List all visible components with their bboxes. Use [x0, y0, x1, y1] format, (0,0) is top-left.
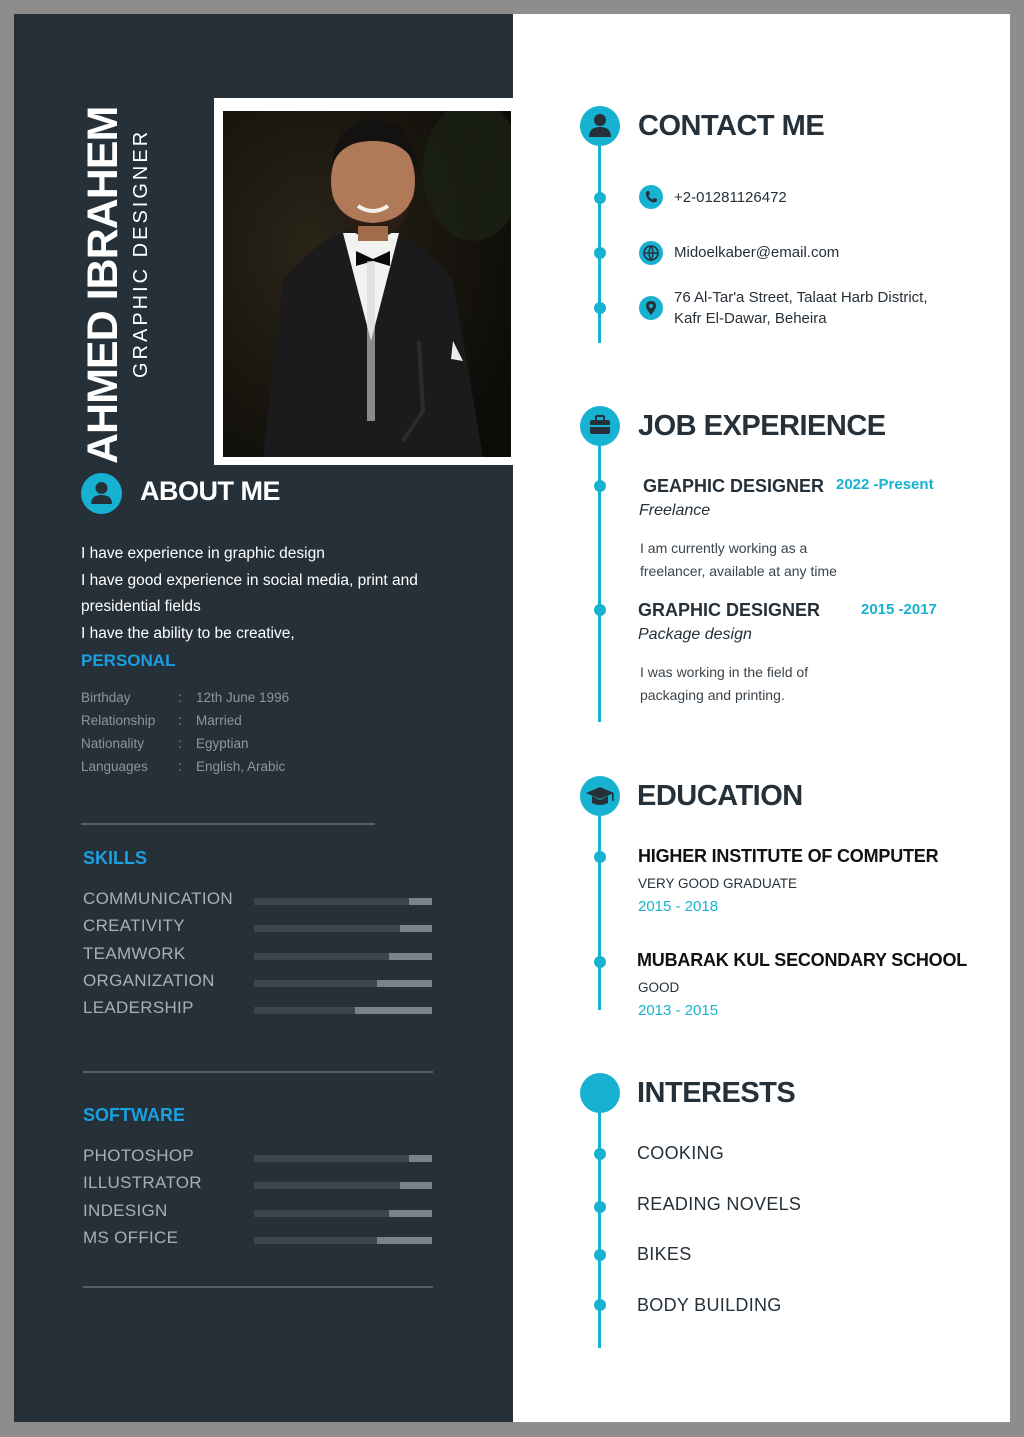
timeline-dot	[594, 604, 606, 616]
software-label: MS OFFICE	[83, 1227, 179, 1247]
skills-label: LEADERSHIP	[83, 998, 194, 1018]
personal-sep: :	[178, 713, 182, 728]
personal-value: English, Arabic	[196, 759, 286, 774]
phone-icon	[639, 185, 663, 209]
personal-row-languages	[81, 759, 411, 782]
software-level-remainder	[377, 1237, 432, 1244]
job-date: 2015 -2017	[861, 601, 937, 618]
interest-item: BIKES	[637, 1244, 692, 1264]
job-description	[640, 537, 900, 582]
personal-row-nationality	[81, 736, 411, 759]
user-icon	[81, 473, 122, 514]
skills-row	[83, 916, 435, 943]
interest-item: COOKING	[637, 1143, 725, 1163]
software-level-bar	[254, 1210, 432, 1217]
software-level-remainder	[389, 1210, 432, 1217]
skills-level-bar	[254, 1007, 432, 1014]
about-heading: ABOUT ME	[140, 476, 280, 506]
timeline-dot	[594, 480, 606, 492]
education-grade: VERY GOOD GRADUATE	[638, 876, 798, 891]
interests-heading: INTERESTS	[637, 1077, 796, 1109]
education-school: MUBARAK KUL SECONDARY SCHOOL	[637, 950, 968, 970]
skills-level-bar	[254, 898, 432, 905]
skills-row	[83, 944, 435, 971]
personal-value: Egyptian	[196, 736, 249, 751]
skills-heading: SKILLS	[83, 848, 148, 868]
skills-level-bar	[254, 925, 432, 932]
personal-value: Married	[196, 713, 242, 728]
briefcase-icon	[580, 406, 620, 446]
timeline-education	[598, 810, 601, 1010]
user-icon	[580, 106, 620, 146]
timeline-interests	[598, 1108, 601, 1348]
education-grade: GOOD	[638, 980, 680, 995]
software-level-remainder	[409, 1155, 432, 1162]
job-desc-line: packaging and printing.	[640, 686, 785, 703]
skills-label: COMMUNICATION	[83, 889, 233, 908]
address-line: 76 Al-Tar'a Street, Talaat Harb District,	[674, 289, 928, 306]
timeline-dot	[594, 956, 606, 968]
skills-label: CREATIVITY	[83, 916, 185, 936]
education-years: 2015 - 2018	[638, 898, 719, 915]
personal-label: Languages	[81, 759, 148, 774]
education-heading: EDUCATION	[637, 780, 803, 812]
job-desc-line: I am currently working as a	[640, 540, 808, 556]
interest-item: READING NOVELS	[637, 1194, 802, 1214]
software-level-remainder	[400, 1182, 432, 1189]
timeline-dot	[594, 1201, 606, 1213]
contact-address	[674, 287, 928, 329]
job-desc-line: I was working in the field of	[640, 664, 809, 680]
job-description	[640, 661, 900, 706]
timeline-dot	[594, 247, 606, 259]
job-title: GEAPHIC DESIGNER	[643, 476, 825, 496]
job-desc-line: freelancer, available at any time	[640, 562, 837, 579]
graduation-cap-icon	[580, 776, 620, 816]
profile-photo	[223, 111, 511, 457]
timeline-dot	[594, 1299, 606, 1311]
skills-level-remainder	[400, 925, 432, 932]
skills-row	[83, 998, 435, 1025]
skills-level-bar	[254, 953, 432, 960]
location-pin-icon	[639, 296, 663, 320]
divider	[81, 823, 375, 825]
contact-phone: +2-01281126472	[674, 189, 787, 206]
address-line: Kafr El-Dawar, Beheira	[674, 310, 827, 327]
software-row	[83, 1146, 435, 1173]
experience-heading: JOB EXPERIENCE	[638, 410, 886, 442]
skills-level-bar	[254, 980, 432, 987]
software-heading: SOFTWARE	[83, 1105, 185, 1125]
globe-icon	[639, 241, 663, 265]
divider	[83, 1286, 433, 1288]
personal-value: 12th June 1996	[196, 690, 290, 705]
software-row	[83, 1201, 435, 1228]
contact-email: Midoelkaber@email.com	[674, 244, 840, 261]
about-line: I have the ability to be creative,	[81, 624, 295, 642]
contact-heading: CONTACT ME	[638, 110, 825, 142]
skills-label: TEAMWORK	[83, 943, 186, 963]
timeline-dot	[594, 192, 606, 204]
interests-icon	[580, 1073, 620, 1113]
software-row	[83, 1173, 435, 1200]
skills-level-remainder	[355, 1007, 432, 1014]
personal-row-relationship	[81, 713, 411, 736]
software-label: PHOTOSHOP	[83, 1146, 195, 1165]
job-company: Package design	[638, 626, 752, 643]
job-date: 2022 -Present	[836, 476, 934, 493]
skills-level-remainder	[389, 953, 432, 960]
about-line: presidential fields	[81, 598, 201, 615]
software-label: INDESIGN	[83, 1200, 168, 1220]
education-years: 2013 - 2015	[638, 1002, 719, 1019]
timeline-dot	[594, 302, 606, 314]
personal-row-birthday	[81, 690, 411, 713]
skills-level-remainder	[409, 898, 432, 905]
personal-sep: :	[178, 736, 182, 751]
personal-label: Relationship	[81, 713, 156, 728]
software-level-bar	[254, 1155, 432, 1162]
about-line: I have experience in graphic design	[81, 545, 325, 562]
software-label: ILLUSTRATOR	[83, 1173, 202, 1193]
personal-sep: :	[178, 690, 182, 705]
interest-item: BODY BUILDING	[637, 1295, 782, 1315]
personal-label: Nationality	[81, 736, 145, 751]
timeline-dot	[594, 851, 606, 863]
job-company: Freelance	[639, 502, 711, 519]
about-line: I have good experience in social media, print and	[81, 571, 418, 589]
divider	[83, 1071, 433, 1073]
timeline-dot	[594, 1148, 606, 1160]
skills-level-remainder	[377, 980, 432, 987]
profile-name: AHMED IBRAHEM	[79, 106, 127, 464]
about-text	[81, 541, 481, 647]
profile-role: GRAPHIC DESIGNER	[130, 128, 152, 378]
job-title: GRAPHIC DESIGNER	[638, 600, 821, 620]
skills-label: ORGANIZATION	[83, 970, 215, 990]
personal-sep: :	[178, 759, 182, 774]
personal-label: Birthday	[81, 690, 131, 705]
software-level-bar	[254, 1182, 432, 1189]
software-row	[83, 1228, 435, 1255]
personal-heading: PERSONAL	[81, 651, 176, 670]
education-school: HIGHER INSTITUTE OF COMPUTER	[638, 846, 939, 866]
software-level-bar	[254, 1237, 432, 1244]
skills-row	[83, 971, 435, 998]
timeline-dot	[594, 1249, 606, 1261]
skills-row	[83, 889, 435, 916]
